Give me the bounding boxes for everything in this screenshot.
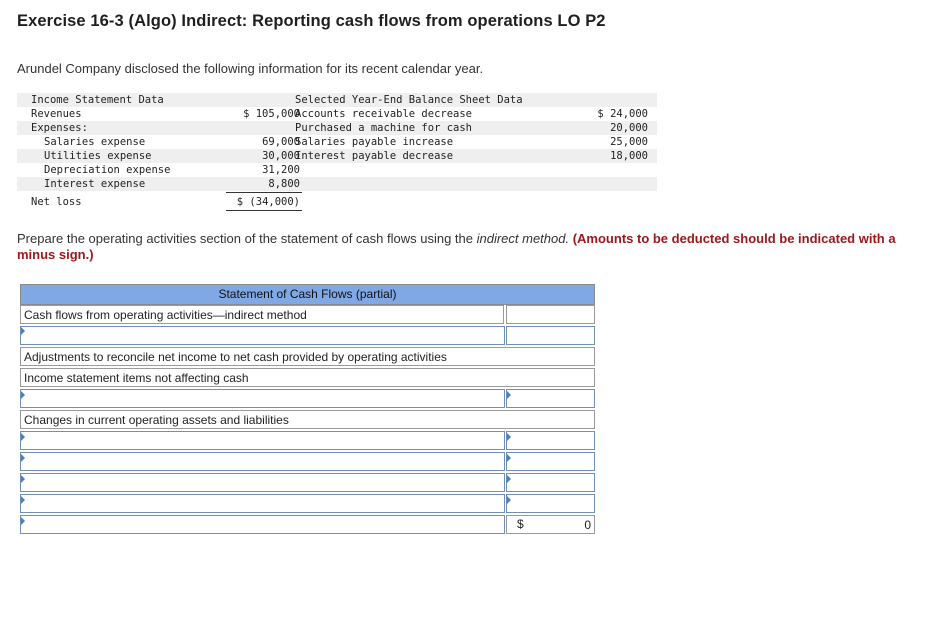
dropdown-marker-icon [507, 454, 511, 462]
adjustment-item-input[interactable] [20, 389, 505, 408]
input-row [20, 326, 595, 345]
dropdown-marker-icon [507, 496, 511, 504]
expense-value: 8,800 [268, 178, 300, 190]
total-row [20, 515, 595, 534]
change-amount-input[interactable] [506, 473, 595, 492]
balance-heading: Selected Year-End Balance Sheet Data [295, 94, 523, 106]
instructions-emphasis: indirect method. [476, 231, 570, 246]
total-item-input[interactable] [20, 515, 505, 534]
dropdown-marker-icon [21, 517, 25, 525]
input-row [20, 389, 595, 408]
instructions-note: (Amounts to be deducted should be indicated with a minus sign.) [17, 231, 896, 262]
worksheet-header: Statement of Cash Flows (partial) [20, 284, 595, 305]
instructions [17, 231, 917, 263]
net-income-amount-input[interactable] [506, 326, 595, 345]
change-item-input[interactable] [20, 494, 505, 513]
change-item-input[interactable] [20, 473, 505, 492]
operating-amount-cell [506, 305, 595, 324]
input-row [20, 473, 595, 492]
cash-flow-worksheet [20, 284, 595, 534]
expense-value: 69,000 [262, 136, 300, 148]
expense-value: 30,000 [262, 150, 300, 162]
total-rule [226, 210, 302, 211]
dropdown-marker-icon [507, 475, 511, 483]
balance-value: 18,000 [610, 150, 648, 162]
dropdown-marker-icon [21, 433, 25, 441]
dropdown-marker-icon [21, 496, 25, 504]
input-row [20, 431, 595, 450]
adjustments-row [20, 347, 595, 366]
income-heading: Income Statement Data [31, 94, 164, 106]
dropdown-marker-icon [507, 433, 511, 441]
change-amount-input[interactable] [506, 452, 595, 471]
input-row [20, 452, 595, 471]
balance-label: Interest payable decrease [295, 150, 454, 162]
page-title: Exercise 16-3 (Algo) Indirect: Reporting cash flows from operations LO P2 [17, 12, 606, 30]
adjustment-amount-input[interactable] [506, 389, 595, 408]
balance-label: Accounts receivable decrease [295, 108, 473, 120]
intro-text: Arundel Company disclosed the following information for its recent calendar year. [17, 61, 484, 76]
expense-value: 31,200 [262, 164, 300, 176]
dropdown-marker-icon [21, 391, 25, 399]
dropdown-marker-icon [21, 327, 25, 335]
changes-row [20, 410, 595, 429]
adjustments-heading: Adjustments to reconcile net income to net cash provided by operating activities [20, 347, 595, 366]
subtotal-rule [226, 192, 302, 193]
total-currency: $ [517, 517, 524, 531]
change-amount-input[interactable] [506, 494, 595, 513]
net-loss-label: Net loss [31, 196, 82, 208]
operating-heading: Cash flows from operating activities—indirect method [20, 305, 504, 324]
balance-value: $ 24,000 [597, 108, 648, 120]
revenues-label: Revenues [31, 108, 82, 120]
input-row [20, 494, 595, 513]
total-value: 0 [584, 518, 591, 532]
changes-heading: Changes in current operating assets and liabilities [20, 410, 595, 429]
net-income-item-input[interactable] [20, 326, 505, 345]
income-items-heading: Income statement items not affecting cash [20, 368, 595, 387]
expense-label: Salaries expense [44, 136, 146, 148]
expense-label: Interest expense [44, 178, 146, 190]
balance-label: Salaries payable increase [295, 136, 454, 148]
operating-heading-row [20, 305, 595, 324]
expense-label: Utilities expense [44, 150, 152, 162]
change-amount-input[interactable] [506, 431, 595, 450]
balance-value: 25,000 [610, 136, 648, 148]
dropdown-marker-icon [21, 454, 25, 462]
dropdown-marker-icon [21, 475, 25, 483]
expense-label: Depreciation expense [44, 164, 171, 176]
balance-value: 20,000 [610, 122, 648, 134]
instructions-text: Prepare the operating activities section of the statement of cash flows using the [17, 231, 477, 246]
net-loss-value: $ (34,000) [236, 196, 300, 208]
income-items-row [20, 368, 595, 387]
expenses-label: Expenses: [31, 122, 88, 134]
dropdown-marker-icon [507, 391, 511, 399]
given-data-table [17, 93, 657, 213]
change-item-input[interactable] [20, 452, 505, 471]
balance-label: Purchased a machine for cash [295, 122, 473, 134]
revenues-value: $ 105,000 [243, 108, 300, 120]
change-item-input[interactable] [20, 431, 505, 450]
